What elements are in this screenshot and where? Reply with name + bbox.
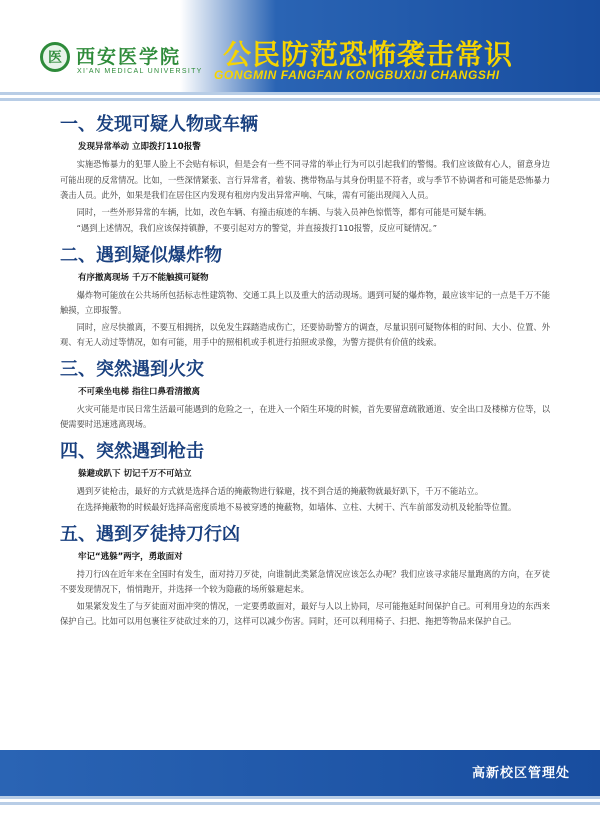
school-name-en: XI'AN MEDICAL UNIVERSITY: [77, 68, 203, 75]
paragraph: 如果紧发发生了与歹徒面对面冲突的情况，一定要勇敢面对，最好与人以上协同，尽可能拖延时间保护自己。可利用身边的东西来保护自己。比如可以用包裹往歹徒砍过来的刀，这样可以减少伤害。同时，还可以利用椅子、扫把、拖把等物品来保护自己。: [60, 600, 550, 626]
header-stripes: [0, 92, 600, 104]
paragraph: 同时，一些外形异常的车辆，比如，改色车辆、有撞击痕迹的车辆、与装入员神色惊慌等，都有可能是可疑车辆。: [76, 206, 492, 217]
poster-title: 公民防范恐怖袭击常识: [223, 38, 514, 71]
section-subtitle: 有序撤离现场 千万不能触摸可疑物: [78, 272, 209, 283]
section-title: 三、突然遇到火灾: [60, 358, 204, 380]
paragraph: 同时，应尽快撤离，不要互相拥挤，以免发生踩踏造成伤亡，还要协助警方的调查，尽量识别可疑物体相的时间、大小、位置、外观、有无人动过等情况，如有可能，用手中的照相机或手机进行拍照或录像，为警方提供有价值的线索。: [60, 321, 550, 347]
section-subtitle: 不可乘坐电梯 指往口鼻看清撤离: [78, 386, 200, 397]
section-explosives: [60, 245, 550, 351]
paragraph: 实施恐怖暴力的犯罪人脸上不会贴有标识，但是会有一些不同寻常的举止行为可以引起我们的警惕。我们应该做有心人，留意身边可能出现的反常情况。比如，一些深情紧张、言行异常者，着装、携带物品与其身份明显不符者，或与季节不协调者和可能是恐怖暴力袭击人员。此外，如果是我们在居住区内发现有租房内发出异常声响、气味，需有可能出现闯入人员。: [60, 159, 550, 200]
section-subtitle: 躲避或趴下 切记千万不可站立: [78, 468, 192, 479]
university-logo-icon: 医: [40, 42, 70, 72]
paragraph: 遇到歹徒枪击，最好的方式就是选择合适的掩蔽物进行躲避，找不到合适的掩蔽物就最好趴下，千万不能站立。: [76, 485, 484, 496]
section-knife-attack: [60, 524, 550, 630]
paragraph: 在选择掩蔽物的时候最好选择高密度质地不易被穿透的掩蔽物，如墙体、立柱、大树干、汽车前部发动机及轮胎等位置。: [76, 502, 517, 512]
section-fire: [60, 359, 550, 433]
paragraph: 爆炸物可能放在公共场所包括标志性建筑物、交通工具上以及重大的活动现场。遇到可疑的爆炸物，最应该牢记的一点是千万不能触摸，立即报警。: [60, 289, 550, 315]
school-name-cn: 西安医学院: [76, 46, 182, 68]
paragraph: 火灾可能是市民日常生活最可能遇到的危险之一，在进入一个陌生环境的时候，首先要留意疏散通道、安全出口及楼梯方位等，以便需要时迅速逃离现场。: [60, 403, 550, 429]
footer-department: 高新校区管理处: [471, 766, 570, 781]
section-suspicious-people: [60, 114, 550, 237]
section-title: 一、发现可疑人物或车辆: [60, 114, 258, 135]
main-content: [60, 112, 550, 631]
section-title: 二、遇到疑似爆炸物: [60, 244, 222, 266]
section-title: 五、遇到歹徒持刀行凶: [60, 523, 240, 545]
section-title: 四、突然遇到枪击: [60, 440, 204, 462]
section-subtitle: 牢记“逃躲”两字，勇敢面对: [78, 551, 183, 562]
section-shooting: [60, 441, 550, 516]
footer-stripes: [0, 796, 600, 806]
paragraph: “遇到上述情况，我们应该保持镇静，不要引起对方的警觉，并直接拨打110报警，反应可疑情况。”: [76, 223, 438, 233]
paragraph: 持刀行凶在近年来在全国时有发生，面对持刀歹徒，向谁制此类紧急情况应该怎么办呢？我们应该寻求能尽量跑离的方向，在歹徒不要发现情况下，悄悄跑开，并选择一个较为隐蔽的场所躲避起来。: [60, 568, 550, 594]
poster-title-pinyin: GONGMIN FANGFAN KONGBUXIJI CHANGSHI: [214, 68, 500, 82]
section-subtitle: 发现异常举动 立即拨打110报警: [78, 142, 201, 152]
